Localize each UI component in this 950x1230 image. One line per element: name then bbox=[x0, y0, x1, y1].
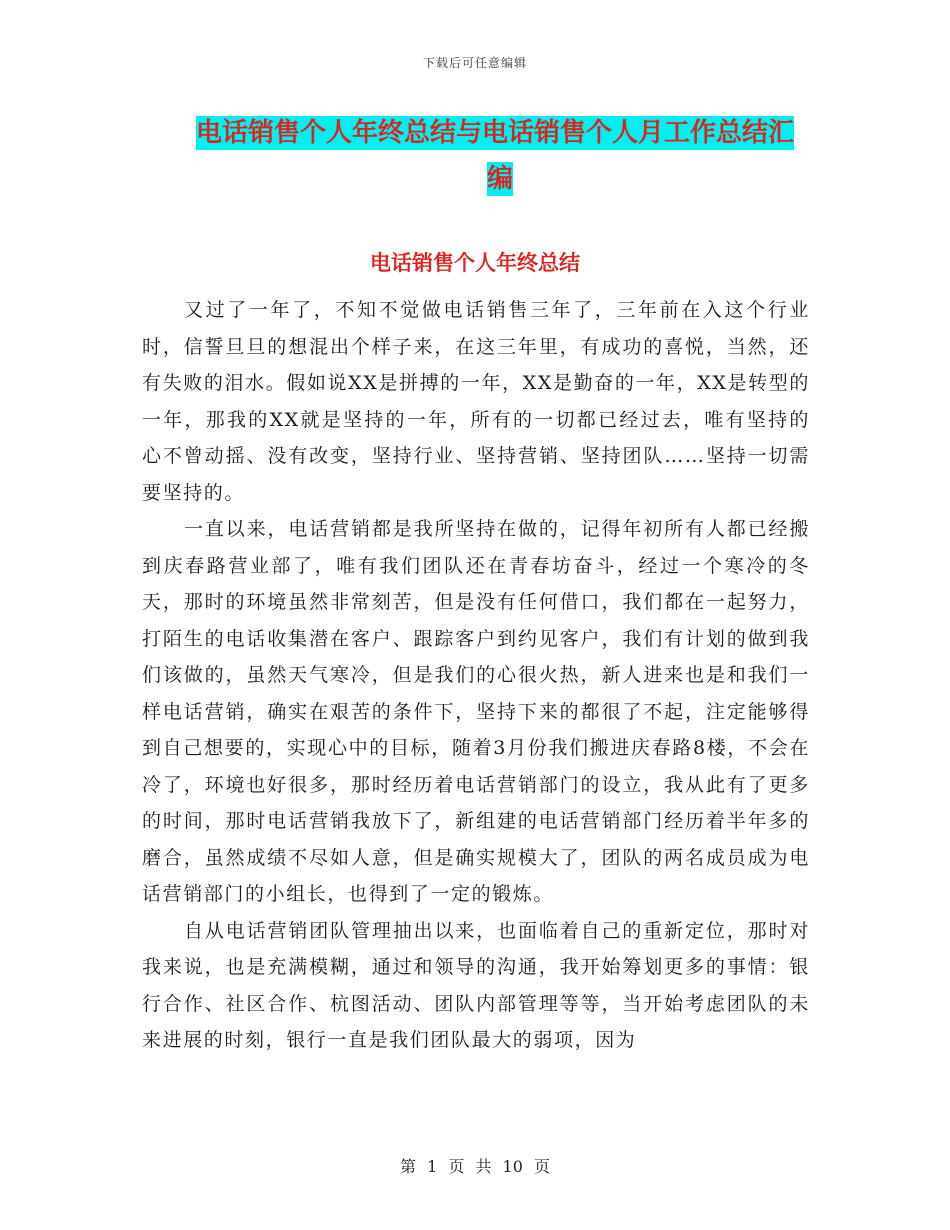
section-title: 电话销售个人年终总结 bbox=[370, 251, 580, 275]
title-highlight-2: 编 bbox=[486, 164, 513, 194]
title-highlight-1: 电话销售个人年终总结与电话销售个人月工作总结汇 bbox=[196, 118, 795, 148]
document-title bbox=[140, 110, 860, 202]
document-body bbox=[142, 292, 810, 1059]
paragraph-1: 又过了一年了，不知不觉做电话销售三年了，三年前在入这个行业时，信誓旦旦的想混出个样子来，在这三年里，有成功的喜悦，当然，还有失败的泪水。假如说XX是拼搏的一年，XX是勤奋的一年，XX是转型的一年，那我的XX就是坚持的一年，所有的一切都已经过去，唯有坚持的心不曾动摇、没有改变，坚持行业、坚持营销、坚持团队……坚持一切需要坚持的。 bbox=[142, 299, 810, 504]
document-title-line-1 bbox=[196, 110, 860, 156]
page-footer: 第 1 页 共 10 页 bbox=[400, 1157, 550, 1176]
paragraph-2: 一直以来，电话营销都是我所坚持在做的，记得年初所有人都已经搬到庆春路营业部了，唯有我们团队还在青春坊奋斗，经过一个寒冷的冬天，那时的环境虽然非常刻苦，但是没有任何借口，我们都在一起努力，打陌生的电话收集潜在客户、跟踪客户到约见客户，我们有计划的做到我们该做的，虽然天气寒冷，但是我们的心很火热，新人进来也是和我们一样电话营销，确实在艰苦的条件下，坚持下来的都很了不起，注定能够得到自己想要的，实现心中的目标，随着3月份我们搬进庆春路8楼，不会在冷了，环境也好很多，那时经历着电话营销部门的设立，我从此有了更多的时间，那时电话营销我放下了，新组建的电话营销部门经历着半年多的磨合，虽然成绩不尽如人意，但是确实规模大了，团队的两名成员成为电话营销部门的小组长，也得到了一定的锻炼。 bbox=[142, 518, 810, 905]
paragraph-3: 自从电话营销团队管理抽出以来，也面临着自己的重新定位，那时对我来说，也是充满模糊，通过和领导的沟通，我开始筹划更多的事情：银行合作、社区合作、杭图活动、团队内部管理等等，当开始考虑团队的未来进展的时刻，银行一直是我们团队最大的弱项，因为 bbox=[142, 919, 810, 1051]
document-title-line-2 bbox=[140, 156, 860, 202]
header-note: 下载后可任意编辑 bbox=[422, 56, 527, 70]
